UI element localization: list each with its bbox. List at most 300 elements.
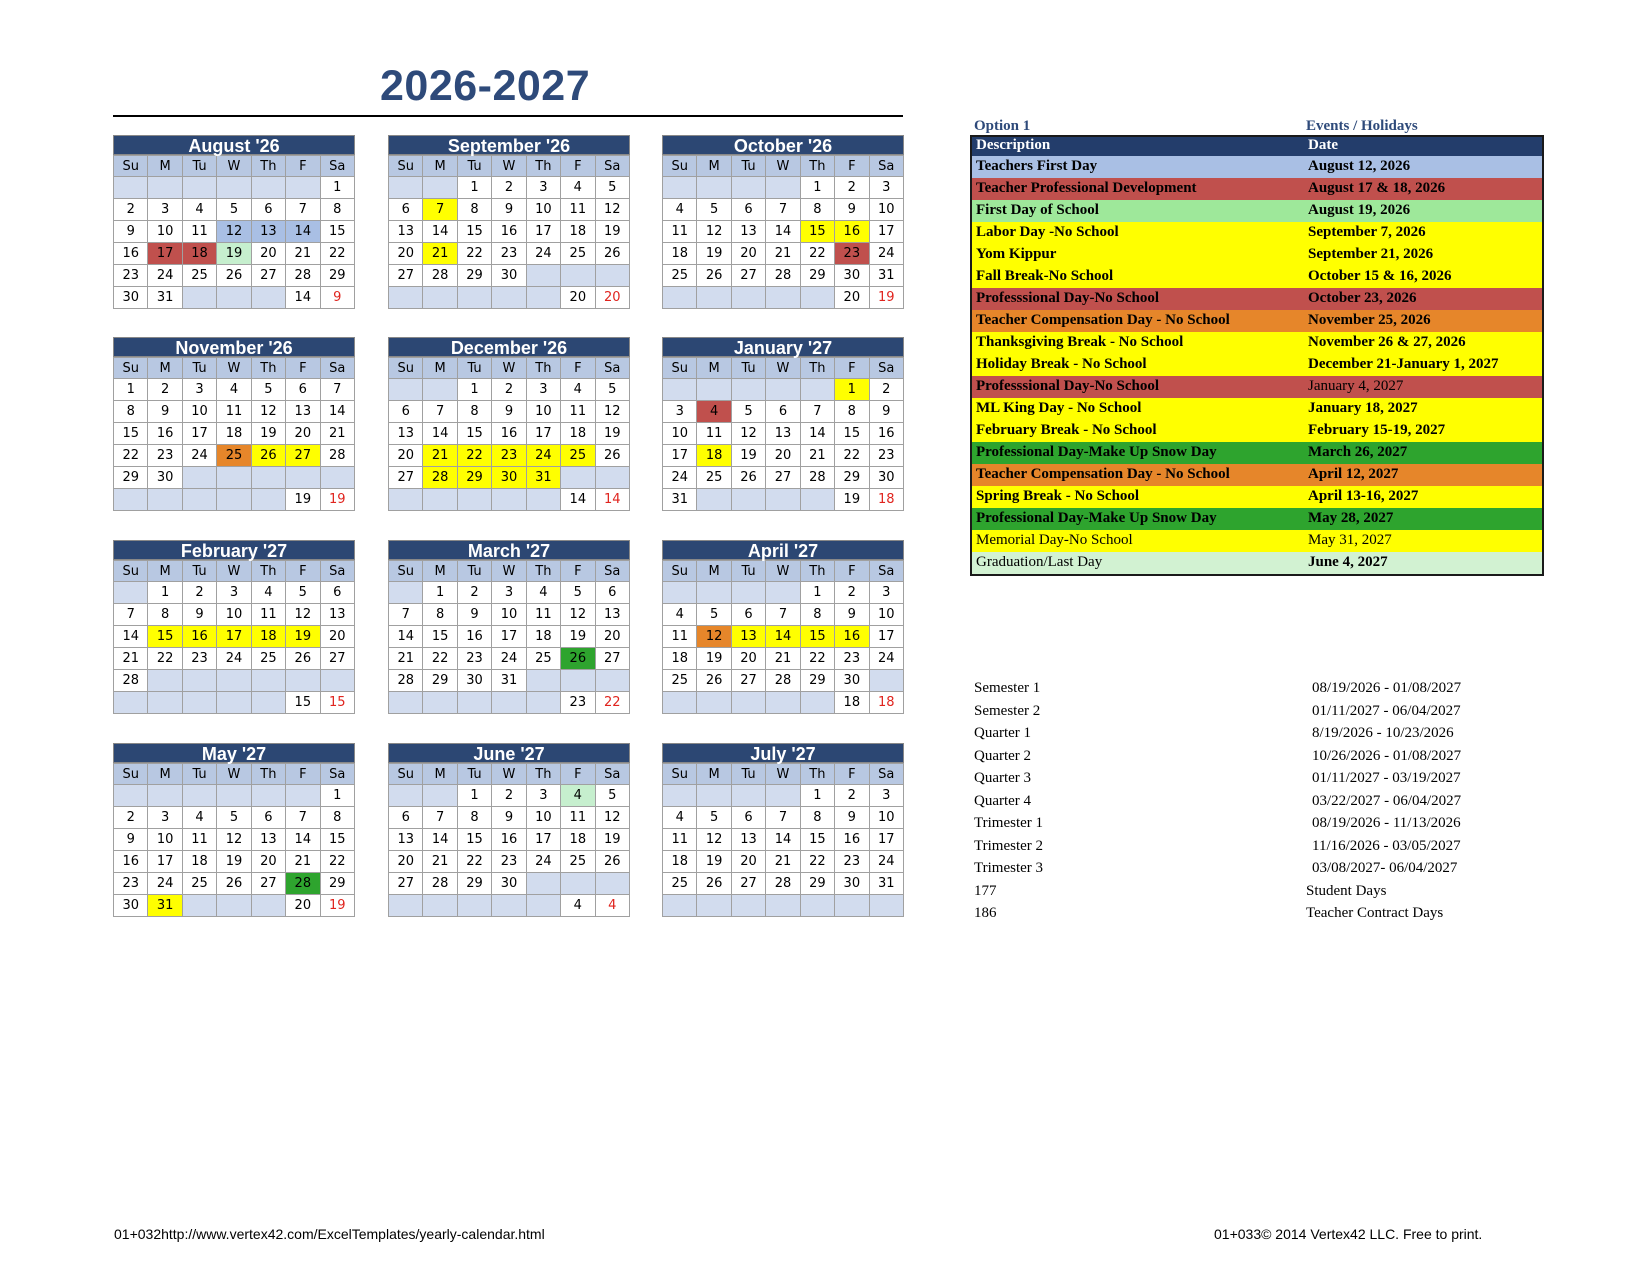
option-label: Option 1: [974, 118, 1031, 134]
weekday-header: Sa: [320, 561, 354, 582]
empty-day-cell: [423, 379, 457, 401]
empty-day-cell: [251, 467, 285, 489]
day-cell: 27: [286, 445, 320, 467]
day-cell: 28: [286, 265, 320, 287]
day-cell: 4: [697, 401, 731, 423]
event-date: October 15 & 16, 2026: [1308, 268, 1452, 284]
empty-day-cell: [766, 489, 800, 511]
day-cell: 2: [457, 582, 491, 604]
event-date: April 13-16, 2027: [1308, 488, 1419, 504]
empty-day-cell: [663, 177, 697, 199]
event-date: November 25, 2026: [1308, 312, 1431, 328]
empty-day-cell: [251, 489, 285, 511]
summary-row: [974, 793, 1494, 816]
empty-day-cell: [595, 873, 629, 895]
empty-day-cell: [182, 670, 216, 692]
day-cell: 23: [492, 445, 526, 467]
empty-day-cell: [389, 287, 423, 309]
day-cell: 10: [526, 807, 560, 829]
day-cell: 8: [457, 199, 491, 221]
day-cell: 8: [800, 604, 834, 626]
day-cell: 11: [251, 604, 285, 626]
weekday-header: W: [766, 764, 800, 785]
weekday-header: W: [766, 561, 800, 582]
day-cell: 30: [492, 265, 526, 287]
day-cell: 30: [835, 265, 869, 287]
empty-day-cell: [251, 177, 285, 199]
day-cell: 22: [835, 445, 869, 467]
day-cell: 26: [595, 445, 629, 467]
day-cell: 23: [148, 445, 182, 467]
day-cell: 29: [800, 265, 834, 287]
day-cell: 19: [697, 243, 731, 265]
empty-day-cell: [286, 467, 320, 489]
day-cell: 1: [800, 177, 834, 199]
weekday-header: Su: [663, 764, 697, 785]
day-cell: 7: [286, 807, 320, 829]
empty-day-cell: [697, 785, 731, 807]
day-cell: 13: [766, 423, 800, 445]
day-cell: 11: [697, 423, 731, 445]
event-row: [972, 354, 1542, 376]
empty-day-cell: [182, 785, 216, 807]
day-cell: 21: [286, 243, 320, 265]
event-description: February Break - No School: [976, 422, 1157, 438]
day-cell: 21: [389, 648, 423, 670]
day-cell: 30: [114, 895, 148, 917]
empty-day-cell: [526, 670, 560, 692]
day-cell: 4: [251, 582, 285, 604]
day-count: 20: [286, 895, 320, 917]
weekday-header: Tu: [182, 358, 216, 379]
weekday-header: Th: [800, 764, 834, 785]
empty-day-cell: [457, 287, 491, 309]
weekday-header: W: [492, 561, 526, 582]
day-cell: 16: [492, 829, 526, 851]
day-cell: 8: [114, 401, 148, 423]
event-description: Professsional Day-No School: [976, 290, 1160, 306]
day-cell: 14: [766, 221, 800, 243]
weekday-header: Su: [114, 156, 148, 177]
day-cell: 2: [869, 379, 903, 401]
weekday-header: Sa: [869, 764, 903, 785]
weekday-header: Th: [800, 561, 834, 582]
summary-value: 10/26/2026 - 01/08/2027: [1312, 747, 1462, 764]
weekday-header: W: [492, 156, 526, 177]
day-count-alt: 18: [869, 692, 903, 714]
day-cell: 30: [114, 287, 148, 309]
month-calendar: [662, 540, 904, 714]
summary-row: [974, 770, 1494, 793]
weekday-header: F: [286, 561, 320, 582]
empty-day-cell: [423, 895, 457, 917]
day-cell: 23: [492, 851, 526, 873]
event-row: [972, 310, 1542, 332]
empty-day-cell: [663, 895, 697, 917]
day-cell: 30: [835, 873, 869, 895]
weekday-header: Th: [526, 764, 560, 785]
empty-day-cell: [148, 785, 182, 807]
day-cell: 2: [492, 177, 526, 199]
day-cell: 24: [526, 445, 560, 467]
day-cell: 6: [320, 582, 354, 604]
day-cell: 25: [561, 445, 595, 467]
day-cell: 23: [182, 648, 216, 670]
empty-day-cell: [731, 692, 765, 714]
day-cell: 12: [251, 401, 285, 423]
summary-value: 08/19/2026 - 11/13/2026: [1312, 815, 1461, 831]
day-cell: 16: [457, 626, 491, 648]
day-cell: 4: [663, 807, 697, 829]
day-cell: 25: [217, 445, 251, 467]
empty-day-cell: [182, 895, 216, 917]
day-cell: 9: [114, 221, 148, 243]
day-cell: 20: [286, 423, 320, 445]
title-divider: [113, 115, 903, 117]
day-cell: 3: [869, 177, 903, 199]
day-cell: 10: [869, 199, 903, 221]
footer-url: 01+032http://www.vertex42.com/ExcelTemplates/yearly-calendar.html: [114, 1226, 545, 1242]
day-cell: 19: [217, 243, 251, 265]
weekday-header: F: [286, 156, 320, 177]
empty-day-cell: [423, 489, 457, 511]
day-cell: 23: [457, 648, 491, 670]
empty-day-cell: [182, 489, 216, 511]
day-cell: 4: [561, 785, 595, 807]
day-cell: 31: [869, 873, 903, 895]
day-cell: 6: [286, 379, 320, 401]
day-cell: 5: [697, 199, 731, 221]
day-cell: 14: [389, 626, 423, 648]
day-cell: 16: [869, 423, 903, 445]
event-description: Spring Break - No School: [976, 488, 1140, 504]
event-description: ML King Day - No School: [976, 400, 1142, 416]
day-cell: 21: [766, 648, 800, 670]
day-cell: 8: [320, 199, 354, 221]
day-count: 19: [286, 489, 320, 511]
day-cell: 7: [114, 604, 148, 626]
event-row: [972, 178, 1542, 200]
summary-value: 8/19/2026 - 10/23/2026: [1312, 725, 1454, 741]
day-cell: 1: [457, 785, 491, 807]
day-cell: 4: [182, 199, 216, 221]
empty-day-cell: [286, 785, 320, 807]
day-cell: 15: [457, 829, 491, 851]
day-cell: 26: [251, 445, 285, 467]
day-cell: 22: [800, 243, 834, 265]
day-cell: 28: [800, 467, 834, 489]
event-description: First Day of School: [976, 202, 1099, 218]
empty-day-cell: [286, 177, 320, 199]
day-cell: 26: [286, 648, 320, 670]
day-cell: 14: [423, 221, 457, 243]
weekday-header: Th: [800, 156, 834, 177]
weekday-header: Th: [251, 764, 285, 785]
day-cell: 14: [800, 423, 834, 445]
weekday-header: M: [423, 764, 457, 785]
day-cell: 25: [561, 243, 595, 265]
day-cell: 26: [561, 648, 595, 670]
day-cell: 9: [835, 199, 869, 221]
day-count: 19: [835, 489, 869, 511]
day-cell: 24: [182, 445, 216, 467]
summary-row: [974, 815, 1494, 838]
day-cell: 13: [389, 829, 423, 851]
event-description: Graduation/Last Day: [976, 554, 1103, 570]
day-cell: 10: [663, 423, 697, 445]
day-cell: 30: [457, 670, 491, 692]
empty-day-cell: [731, 379, 765, 401]
day-cell: 15: [800, 626, 834, 648]
day-count-alt: 19: [320, 895, 354, 917]
summary-label: Trimester 2: [974, 837, 1044, 854]
day-cell: 5: [731, 401, 765, 423]
day-cell: 9: [114, 829, 148, 851]
empty-day-cell: [320, 467, 354, 489]
month-calendar: [113, 743, 355, 917]
day-cell: 14: [320, 401, 354, 423]
day-cell: 14: [423, 423, 457, 445]
day-cell: 10: [492, 604, 526, 626]
weekday-header: Sa: [320, 156, 354, 177]
weekday-header: Th: [526, 156, 560, 177]
weekday-header: W: [492, 358, 526, 379]
day-cell: 18: [561, 423, 595, 445]
day-cell: 29: [457, 265, 491, 287]
day-cell: 6: [731, 807, 765, 829]
event-description: Labor Day -No School: [976, 224, 1119, 240]
empty-day-cell: [766, 895, 800, 917]
day-cell: 22: [148, 648, 182, 670]
day-cell: 22: [114, 445, 148, 467]
day-cell: 27: [731, 873, 765, 895]
day-cell: 17: [217, 626, 251, 648]
summary-row: [974, 905, 1494, 928]
day-cell: 12: [697, 626, 731, 648]
empty-day-cell: [217, 785, 251, 807]
weekday-header: Tu: [457, 156, 491, 177]
day-cell: 4: [182, 807, 216, 829]
day-cell: 5: [595, 177, 629, 199]
summary-row: [974, 838, 1494, 861]
empty-day-cell: [766, 582, 800, 604]
day-cell: 31: [663, 489, 697, 511]
month-title: May '27: [113, 743, 355, 763]
day-cell: 1: [800, 582, 834, 604]
day-cell: 9: [457, 604, 491, 626]
weekday-header: W: [217, 561, 251, 582]
day-cell: 11: [182, 829, 216, 851]
day-cell: 10: [869, 604, 903, 626]
footer-copyright: 01+033© 2014 Vertex42 LLC. Free to print.: [1214, 1226, 1483, 1242]
day-cell: 4: [526, 582, 560, 604]
empty-day-cell: [697, 692, 731, 714]
event-row: [972, 398, 1542, 420]
day-cell: 29: [320, 873, 354, 895]
day-cell: 10: [526, 401, 560, 423]
empty-day-cell: [217, 692, 251, 714]
empty-day-cell: [561, 467, 595, 489]
day-cell: 25: [561, 851, 595, 873]
day-cell: 23: [835, 243, 869, 265]
weekday-header: Su: [114, 764, 148, 785]
day-cell: 16: [835, 221, 869, 243]
month-title: March '27: [388, 540, 630, 560]
day-cell: 21: [114, 648, 148, 670]
day-cell: 18: [561, 221, 595, 243]
day-cell: 28: [320, 445, 354, 467]
weekday-header: Tu: [731, 764, 765, 785]
day-cell: 2: [835, 177, 869, 199]
empty-day-cell: [800, 895, 834, 917]
day-cell: 20: [251, 243, 285, 265]
empty-day-cell: [869, 670, 903, 692]
day-cell: 15: [320, 221, 354, 243]
day-cell: 22: [457, 243, 491, 265]
summary-row: [974, 860, 1494, 883]
month-calendar: [388, 337, 630, 511]
day-cell: 19: [595, 221, 629, 243]
empty-day-cell: [561, 670, 595, 692]
weekday-header: Sa: [320, 358, 354, 379]
day-cell: 31: [526, 467, 560, 489]
day-cell: 10: [148, 829, 182, 851]
day-cell: 28: [423, 265, 457, 287]
day-count-alt: 19: [869, 287, 903, 309]
day-cell: 18: [561, 829, 595, 851]
day-cell: 13: [731, 626, 765, 648]
day-cell: 17: [663, 445, 697, 467]
empty-day-cell: [731, 287, 765, 309]
summary-row: [974, 725, 1494, 748]
day-cell: 14: [766, 829, 800, 851]
empty-day-cell: [663, 287, 697, 309]
empty-day-cell: [492, 692, 526, 714]
day-cell: 5: [561, 582, 595, 604]
events-box: [970, 135, 1544, 576]
empty-day-cell: [766, 287, 800, 309]
empty-day-cell: [492, 895, 526, 917]
summary-value: Student Days: [1306, 882, 1387, 899]
empty-day-cell: [697, 287, 731, 309]
weekday-header: Su: [389, 156, 423, 177]
day-cell: 11: [561, 807, 595, 829]
day-cell: 21: [423, 445, 457, 467]
day-cell: 25: [663, 670, 697, 692]
day-cell: 9: [148, 401, 182, 423]
month-calendar: [662, 135, 904, 309]
day-cell: 31: [869, 265, 903, 287]
day-cell: 11: [663, 221, 697, 243]
day-cell: 9: [492, 807, 526, 829]
day-cell: 3: [182, 379, 216, 401]
empty-day-cell: [251, 895, 285, 917]
event-date: January 4, 2027: [1308, 378, 1404, 394]
empty-day-cell: [114, 692, 148, 714]
event-date: December 21-January 1, 2027: [1308, 356, 1499, 372]
day-cell: 8: [835, 401, 869, 423]
day-cell: 10: [217, 604, 251, 626]
day-cell: 17: [869, 221, 903, 243]
event-date: September 7, 2026: [1308, 224, 1426, 240]
day-cell: 19: [217, 851, 251, 873]
day-cell: 15: [423, 626, 457, 648]
day-cell: 2: [492, 785, 526, 807]
weekday-header: W: [217, 358, 251, 379]
day-cell: 3: [526, 177, 560, 199]
day-cell: 8: [457, 807, 491, 829]
weekday-header: Sa: [320, 764, 354, 785]
event-description: Teacher Professional Development: [976, 180, 1197, 196]
empty-day-cell: [766, 379, 800, 401]
day-cell: 29: [800, 873, 834, 895]
day-cell: 22: [423, 648, 457, 670]
day-cell: 13: [286, 401, 320, 423]
empty-day-cell: [561, 873, 595, 895]
empty-day-cell: [389, 582, 423, 604]
day-cell: 20: [389, 445, 423, 467]
day-cell: 29: [835, 467, 869, 489]
empty-day-cell: [731, 785, 765, 807]
day-cell: 27: [766, 467, 800, 489]
day-cell: 28: [389, 670, 423, 692]
empty-day-cell: [526, 265, 560, 287]
weekday-header: Tu: [731, 561, 765, 582]
weekday-header: W: [766, 358, 800, 379]
day-cell: 12: [697, 221, 731, 243]
weekday-header: F: [561, 358, 595, 379]
empty-day-cell: [148, 670, 182, 692]
empty-day-cell: [114, 785, 148, 807]
weekday-header: Sa: [595, 156, 629, 177]
day-cell: 7: [766, 604, 800, 626]
day-cell: 21: [766, 243, 800, 265]
empty-day-cell: [457, 895, 491, 917]
day-cell: 17: [526, 829, 560, 851]
day-cell: 23: [114, 873, 148, 895]
day-count-alt: 14: [595, 489, 629, 511]
day-cell: 22: [800, 851, 834, 873]
day-cell: 8: [423, 604, 457, 626]
events-column-header: [972, 137, 1542, 156]
summary-value: 01/11/2027 - 03/19/2027: [1312, 770, 1461, 786]
day-cell: 18: [663, 243, 697, 265]
day-cell: 11: [561, 199, 595, 221]
summary-label: Semester 1: [974, 680, 1041, 696]
event-row: [972, 508, 1542, 530]
column-description: Description: [976, 137, 1051, 153]
empty-day-cell: [731, 582, 765, 604]
weekday-header: Sa: [869, 561, 903, 582]
day-cell: 15: [835, 423, 869, 445]
day-cell: 25: [697, 467, 731, 489]
day-cell: 26: [217, 265, 251, 287]
month-title: December '26: [388, 337, 630, 357]
day-cell: 28: [286, 873, 320, 895]
day-cell: 27: [389, 467, 423, 489]
day-cell: 22: [800, 648, 834, 670]
day-cell: 13: [731, 221, 765, 243]
day-cell: 17: [148, 851, 182, 873]
day-cell: 7: [800, 401, 834, 423]
empty-day-cell: [561, 265, 595, 287]
weekday-header: Tu: [457, 561, 491, 582]
day-cell: 9: [835, 604, 869, 626]
day-cell: 18: [663, 851, 697, 873]
empty-day-cell: [114, 489, 148, 511]
month-title: September '26: [388, 135, 630, 155]
summary-value: Teacher Contract Days: [1306, 905, 1444, 921]
